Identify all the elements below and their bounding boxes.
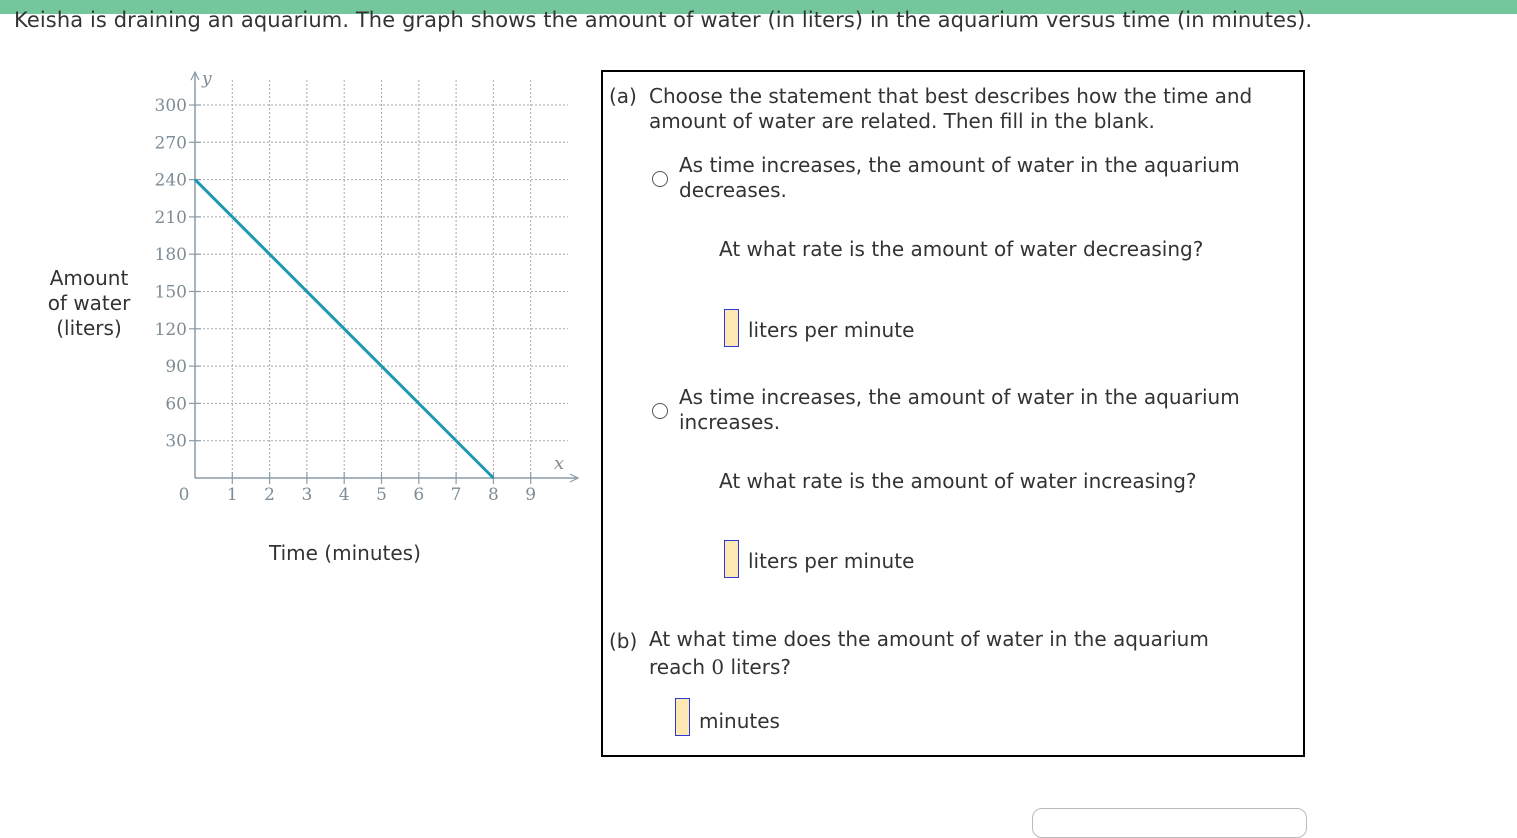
- y-tick-label: 30: [165, 431, 187, 452]
- next-button[interactable]: [1032, 808, 1307, 838]
- y-tick-label: 120: [154, 319, 187, 340]
- x-tick-label: 6: [413, 485, 425, 505]
- y-tick-label: 60: [165, 394, 187, 415]
- increase-rate-question: At what rate is the amount of water increasing?: [719, 469, 1197, 493]
- y-tick-label: 270: [154, 133, 187, 154]
- part-b-question-pre: reach: [649, 655, 712, 679]
- part-a-question-line1: Choose the statement that best describes how the time and: [649, 84, 1253, 108]
- decrease-rate-question: At what rate is the amount of water decreasing?: [719, 237, 1204, 261]
- part-a-question-line2: amount of water are related. Then fill in the blank.: [649, 109, 1155, 133]
- increase-rate-unit: liters per minute: [748, 549, 915, 573]
- x-tick-label: 3: [301, 485, 313, 505]
- part-b-question-line2: [649, 655, 791, 680]
- increase-rate-input[interactable]: [724, 540, 739, 578]
- y-tick-label: 150: [154, 282, 187, 303]
- zero-time-unit: minutes: [699, 709, 780, 733]
- origin-label: 0: [178, 485, 190, 505]
- y-axis-letter: y: [202, 69, 212, 90]
- question-panel: [601, 70, 1305, 757]
- y-axis-title-line: Amount: [49, 266, 129, 290]
- y-axis-title-line: of water: [47, 291, 131, 315]
- x-tick-label: 2: [264, 485, 276, 505]
- problem-prompt: Keisha is draining an aquarium. The graph shows the amount of water (in liters) in the aquarium versus time (in minutes).: [14, 8, 1313, 32]
- x-tick-label: 4: [338, 485, 350, 505]
- x-axis-title: Time (minutes): [269, 541, 421, 565]
- part-b-question-number: 0: [711, 655, 725, 679]
- part-b-question-line1: At what time does the amount of water in the aquarium: [649, 627, 1209, 651]
- y-tick-label: 240: [154, 170, 187, 191]
- y-tick-label: 300: [154, 96, 187, 117]
- y-axis-title-line: (liters): [56, 316, 122, 340]
- option-increases-line2: increases.: [679, 410, 781, 434]
- option-increases-radio[interactable]: [652, 403, 668, 419]
- x-axis-letter: x: [554, 453, 565, 474]
- decrease-rate-input[interactable]: [724, 309, 739, 347]
- decrease-rate-unit: liters per minute: [748, 318, 915, 342]
- y-tick-label: 210: [154, 207, 187, 228]
- part-b-question-post: liters?: [724, 655, 791, 679]
- option-increases-line1: As time increases, the amount of water in the aquarium: [679, 385, 1240, 409]
- x-tick-label: 7: [450, 485, 462, 505]
- x-tick-label: 1: [226, 485, 238, 505]
- y-axis-title: [34, 266, 144, 341]
- option-decreases-line2: decreases.: [679, 178, 787, 202]
- zero-time-input[interactable]: [675, 698, 690, 736]
- part-b-label: (b): [609, 629, 638, 653]
- option-decreases-radio[interactable]: [652, 171, 668, 187]
- option-decreases-line1: As time increases, the amount of water in the aquarium: [679, 153, 1240, 177]
- y-tick-label: 90: [165, 357, 187, 378]
- x-tick-label: 5: [376, 485, 387, 505]
- water-vs-time-graph: [140, 60, 580, 510]
- x-tick-label: 9: [525, 485, 537, 505]
- part-a-label: (a): [609, 84, 637, 108]
- x-tick-label: 8: [487, 485, 499, 505]
- y-tick-label: 180: [154, 245, 187, 266]
